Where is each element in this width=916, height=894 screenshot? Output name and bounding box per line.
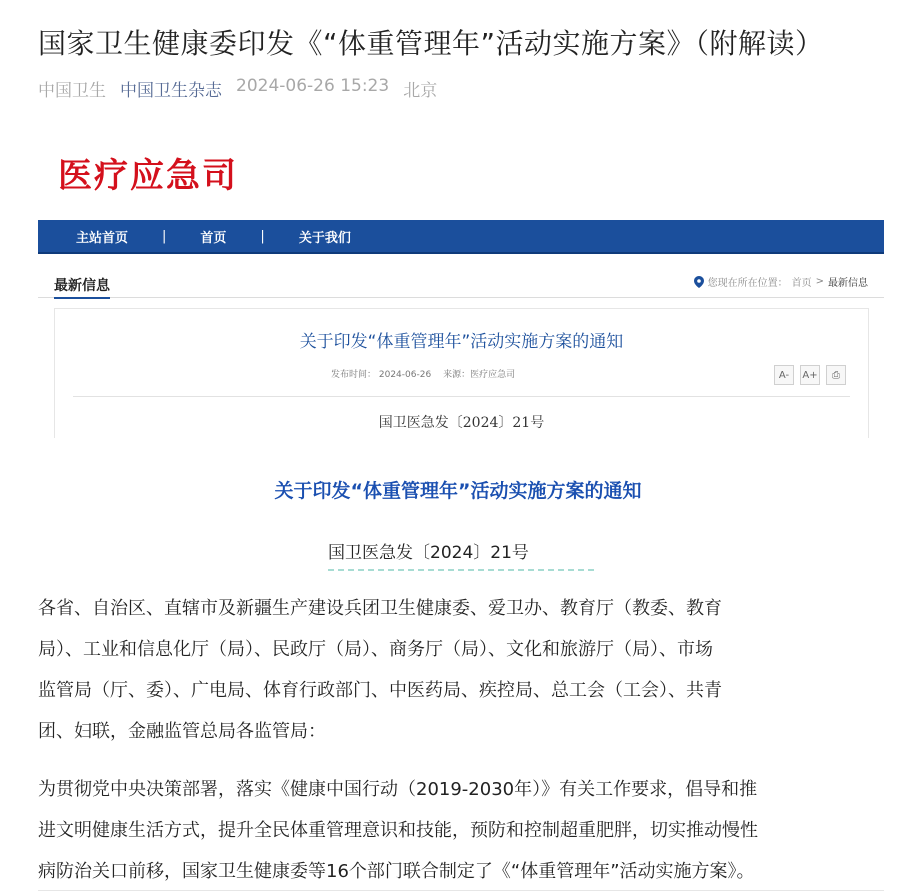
notice-title: 关于印发“体重管理年”活动实施方案的通知: [299, 332, 624, 352]
department-logo: 医疗应急司: [58, 156, 238, 196]
paragraph-line: 团、妇联，金融监管总局各监管局：: [38, 721, 326, 742]
breadcrumb-separator: >: [815, 276, 824, 287]
font-larger-icon[interactable]: A+: [800, 365, 820, 385]
article-meta: [38, 76, 437, 101]
body-doc-number: 国卫医急发〔2024〕21号: [328, 538, 594, 571]
nav-about-us[interactable]: 关于我们: [298, 230, 351, 246]
nav-home[interactable]: 首页: [200, 230, 227, 246]
notice-meta: [331, 367, 515, 380]
body-heading: 关于印发“体重管理年”活动实施方案的通知: [274, 480, 642, 502]
nav-separator: |: [162, 228, 167, 244]
notice-source: 来源：医疗应急司: [443, 370, 516, 380]
publish-datetime: 2024-06-26 15:23: [236, 76, 390, 96]
location-label: 您现在所在位置：: [707, 278, 788, 289]
paragraph-line: 局）、工业和信息化厅（局）、民政厅（局）、商务厅（局）、文化和旅游厅（局）、市场: [38, 639, 713, 660]
paragraph-line: 进文明健康生活方式，提升全民体重管理意识和技能，预防和控制超重肥胖，切实推动慢性: [38, 820, 758, 841]
divider: [73, 396, 850, 397]
print-icon[interactable]: ⎙: [826, 365, 846, 385]
addressee-paragraph: [38, 588, 880, 752]
publish-time: 发布时间： 2024-06-26: [331, 370, 432, 380]
paragraph-line: 各省、自治区、直辖市及新疆生产建设兵团卫生健康委、爱卫办、教育厅（教委、教育: [38, 598, 722, 619]
source-name: 中国卫生: [38, 81, 106, 101]
publish-location: 北京: [403, 81, 438, 101]
paragraph-line: 为贯彻党中央决策部署，落实《健康中国行动（2019-2030年）》有关工作要求，倡导和推: [38, 779, 758, 800]
breadcrumb-current: 最新信息: [828, 278, 868, 289]
inner-doc-number: 国卫医急发〔2024〕21号: [378, 415, 545, 431]
article-title: 国家卫生健康委印发《“体重管理年”活动实施方案》（附解读）: [38, 27, 824, 60]
font-smaller-icon[interactable]: A-: [774, 365, 794, 385]
paragraph-line: 监管局（厅、委）、广电局、体育行政部门、中医药局、疾控局、总工会（工会）、共青: [38, 680, 722, 701]
nav-separator: |: [260, 228, 265, 244]
text-tools: [774, 365, 846, 385]
breadcrumb: [694, 274, 868, 289]
body-paragraph: [38, 769, 880, 892]
paragraph-line: 病防治关口前移，国家卫生健康委等16个部门联合制定了《“体重管理年”活动实施方案》。: [38, 861, 755, 882]
notice-box: [54, 308, 869, 438]
section-title: 最新信息: [54, 275, 110, 299]
section-bar: [38, 264, 884, 298]
location-pin-icon: [694, 276, 704, 288]
breadcrumb-home[interactable]: 首页: [791, 278, 812, 289]
site-navbar: [38, 220, 884, 254]
nav-main-site-home[interactable]: 主站首页: [76, 230, 129, 246]
divider: [38, 890, 884, 891]
account-link[interactable]: 中国卫生杂志: [120, 81, 222, 101]
